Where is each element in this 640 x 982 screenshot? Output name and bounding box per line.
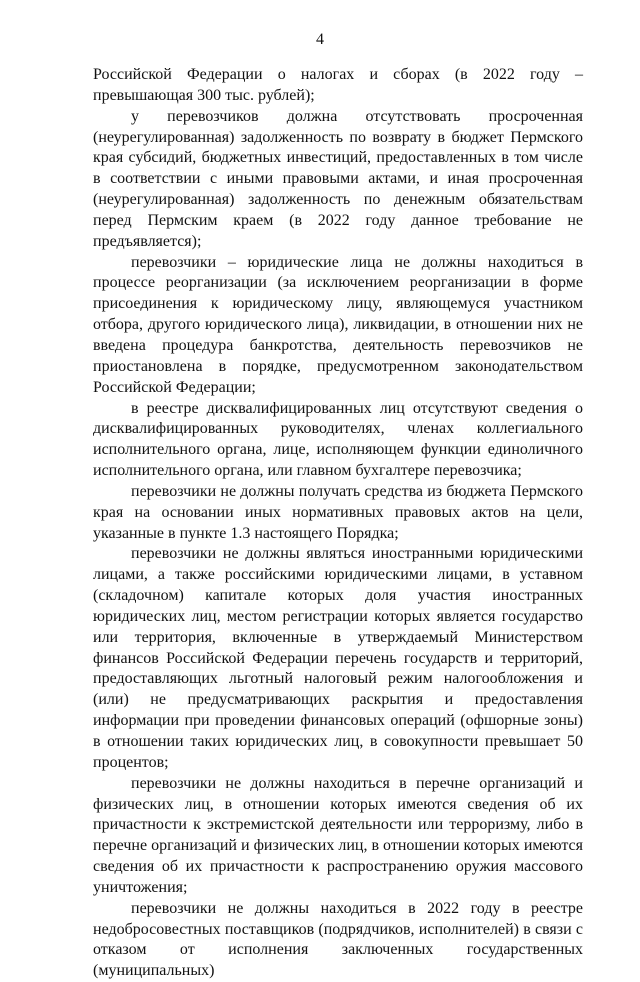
paragraph-not-in-unfair-suppliers-registry: перевозчики не должны находиться в 2022 году в реестре недобросовестных поставщиков (подрядчиков, исполнителей) в связи с отказом от исполнения заключенных государственных (муниципальных) [93,899,583,980]
paragraph-not-foreign-entities: перевозчики не должны являться иностранными юридическими лицами, а также российскими юридическими лицами, в уставном (складочном) капитале которых доля участия иностранных юридических лиц, местом регистрации которых является государство или территория, включенные в утверждаемый Министерством финансов Российской Федерации перечень государств и территорий, предоставляющих льготный налоговый режим налогообложения и (или) не предусматривающих раскрытия и предоставления информации при проведении финансовых операций (офшорные зоны) в отношении таких юридических лиц, в совокупности превышает 50 процентов; [93,545,583,771]
document-body [93,65,583,982]
paragraph-disqualified-persons: в реестре дисквалифицированных лиц отсутствуют сведения о дисквалифицированных руководителях, членах коллегиального исполнительного органа, лице, исполняющем функции единоличного исполнительного органа, или главном бухгалтере перевозчика; [93,399,583,480]
paragraph-no-overdue-debt: у перевозчиков должна отсутствовать просроченная (неурегулированная) задолженность по возврату в бюджет Пермского края субсидий, бюджетных инвестиций, предоставленных в том числе в соответствии с иными правовыми актами, и иная просроченная (неурегулированная) задолженность по денежным обязательствам перед Пермским краем (в 2022 году данное требование не предъявляется); [93,107,583,250]
paragraph-not-in-extremism-list: перевозчики не должны находиться в перечне организаций и физических лиц, в отношении которых имеются сведения об их причастности к экстремистской деятельности или терроризму, либо в перечне организаций и физических лиц, в отношении которых имеются сведения об их причастности к распространению оружия массового уничтожения; [93,774,583,896]
paragraph-no-reorganization: перевозчики – юридические лица не должны находиться в процессе реорганизации (за исключением реорганизации в форме присоединения к юридическому лицу, являющемуся участником отбора, другого юридического лица), ликвидации, в отношении них не введена процедура банкротства, деятельность перевозчиков не приостановлена в порядке, предусмотренном законодательством Российской Федерации; [93,253,583,396]
paragraph-tax-continuation: Российской Федерации о налогах и сборах (в 2022 году – превышающая 300 тыс. рублей); [93,66,583,104]
paragraph-no-other-funds: перевозчики не должны получать средства из бюджета Пермского края на основании иных нормативных правовых актов на цели, указанные в пункте 1.3 настоящего Порядка; [93,482,583,542]
page-number: 4 [316,31,324,48]
